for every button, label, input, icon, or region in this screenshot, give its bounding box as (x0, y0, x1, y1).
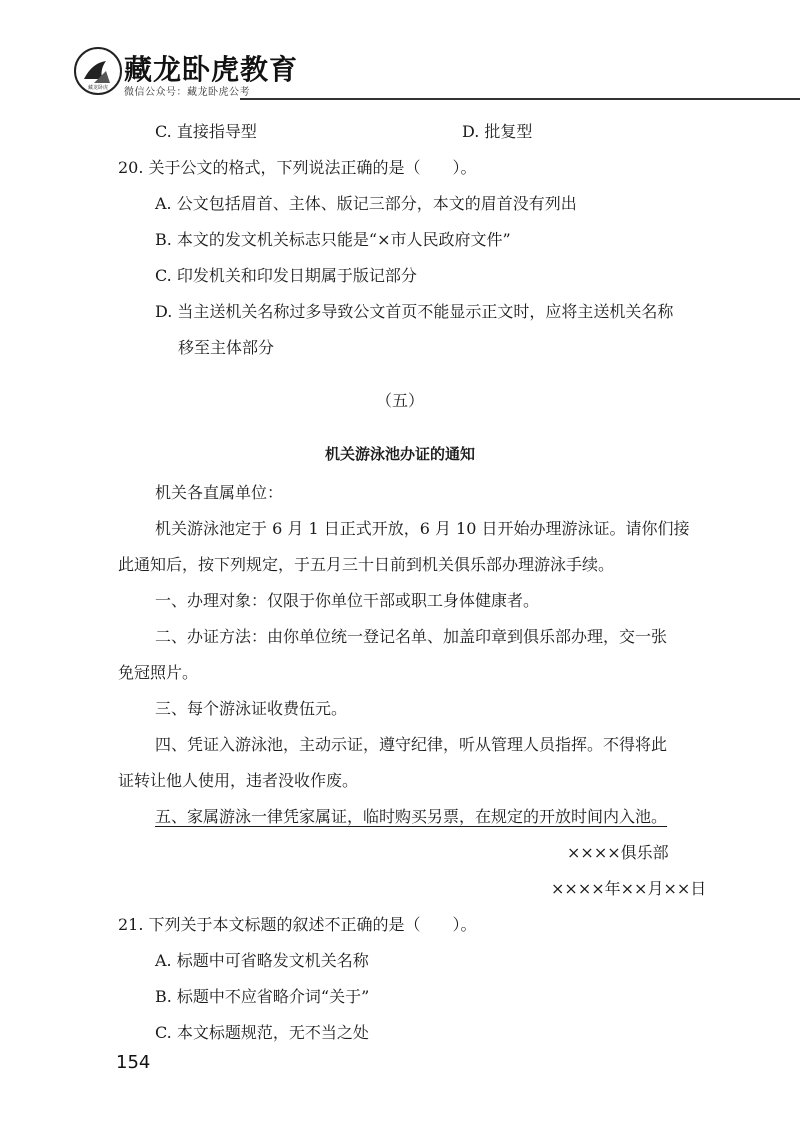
paragraph-6: 五、家属游泳一律凭家属证，临时购买另票，在规定的开放时间内入池。 (155, 807, 668, 826)
document-title: 机关游泳池办证的通知 (324, 445, 475, 463)
page-number: 154 (116, 1052, 151, 1073)
section-label: （五） (375, 391, 424, 410)
option-q20-c: C. 印发机关和印发日期属于版记部分 (155, 266, 417, 285)
header-divider (240, 98, 800, 100)
logo-caption: 藏龙卧虎 (87, 85, 109, 91)
paragraph-1a: 机关游泳池定于 6 月 1 日正式开放，6 月 10 日开始办理游泳证。请你们接 (155, 519, 690, 538)
signature-org: ××××俱乐部 (567, 843, 669, 862)
paragraph-4: 三、每个游泳证收费伍元。 (155, 699, 348, 718)
option-q21-b: B. 标题中不应省略介词“关于” (155, 987, 370, 1006)
page-header (0, 0, 800, 100)
paragraph-2: 一、办理对象：仅限于你单位干部或职工身体健康者。 (155, 591, 540, 610)
option-q19-c: C. 直接指导型 (155, 122, 257, 141)
option-q20-d: D. 当主送机关名称过多导致公文首页不能显示正文时，应将主送机关名称 (155, 302, 674, 321)
option-q21-a: A. 标题中可省略发文机关名称 (155, 951, 369, 970)
brand-subtitle: 微信公众号：藏龙卧虎公考 (124, 87, 250, 98)
paragraph-3b: 免冠照片。 (118, 663, 199, 682)
option-q20-b: B. 本文的发文机关标志只能是“×市人民政府文件” (155, 230, 511, 249)
paragraph-5b: 证转让他人使用，违者没收作废。 (118, 771, 359, 790)
paragraph-5a: 四、凭证入游泳池，主动示证，遵守纪律，听从管理人员指挥。不得将此 (155, 735, 668, 754)
paragraph-1b: 此通知后，按下列规定，于五月三十日前到机关俱乐部办理游泳手续。 (118, 555, 615, 574)
brand-name: 藏龙卧虎教育 (124, 53, 299, 86)
signature-date: ××××年××月××日 (551, 879, 707, 898)
option-q21-c: C. 本文标题规范，无不当之处 (155, 1023, 369, 1042)
paragraph-3a: 二、办证方法：由你单位统一登记名单、加盖印章到俱乐部办理，交一张 (155, 627, 668, 646)
option-q20-d-cont: 移至主体部分 (178, 338, 275, 357)
option-q20-a: A. 公文包括眉首、主体、版记三部分，本文的眉首没有列出 (155, 194, 577, 213)
tiger-logo-icon (74, 47, 122, 95)
salutation: 机关各直属单位： (155, 483, 284, 502)
question-21: 21. 下列关于本文标题的叙述不正确的是（ ）。 (118, 915, 477, 934)
question-20: 20. 关于公文的格式，下列说法正确的是（ ）。 (118, 158, 477, 177)
option-q19-d: D. 批复型 (462, 122, 533, 141)
